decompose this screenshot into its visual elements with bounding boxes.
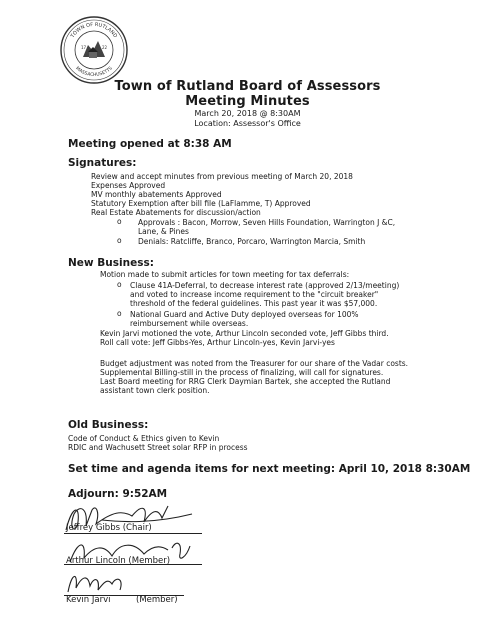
budget-line: Budget adjustment was noted from the Treasurer for our share of the Vadar costs.: [100, 359, 409, 368]
meeting-opened: Meeting opened at 8:38 AM: [68, 138, 232, 150]
title-line-1: Town of Rutland Board of Assessors: [114, 79, 381, 94]
motion-line: Kevin Jarvi motioned the vote, Arthur Lincoln seconded vote, Jeff Gibbs third.: [100, 329, 389, 338]
deferral-line: and voted to increase income requirement to the "circuit breaker": [130, 290, 379, 299]
bullet-icon: o: [117, 280, 122, 289]
signatures-line: Expenses Approved: [91, 181, 166, 190]
meeting-date: March 20, 2018 @ 8:30AM: [194, 109, 301, 118]
signatures-line: Review and accept minutes from previous meeting of March 20, 2018: [91, 172, 353, 181]
approvals-line: Lane, & Pines: [138, 227, 189, 236]
new-business-heading: New Business:: [68, 257, 154, 269]
seal-top-text: TOWN OF RUTLAND: [69, 21, 119, 40]
bullet-icon: o: [117, 217, 122, 226]
signer-jarvi-role: (Member): [136, 595, 178, 605]
denials-line: Denials: Ratcliffe, Branco, Porcaro, Warrington Marcia, Smith: [138, 237, 366, 246]
budget-line: Last Board meeting for RRG Clerk Daymian Bartek, she accepted the Rutland: [100, 377, 391, 386]
approvals-line: Approvals : Bacon, Morrow, Seven Hills Foundation, Warrington J &C,: [138, 218, 396, 227]
guard-line: reimbursement while overseas.: [130, 319, 249, 328]
budget-line: assistant town clerk position.: [100, 386, 210, 395]
signatures-line: Statutory Exemption after bill file (LaFlamme, T) Approved: [91, 199, 311, 208]
old-business-line: RDIC and Wachusett Street solar RFP in process: [68, 443, 248, 452]
budget-line: Supplemental Billing-still in the process of finalizing, will call for signatures.: [100, 368, 384, 377]
signatures-heading: Signatures:: [68, 157, 137, 169]
old-business-line: Code of Conduct & Ethics given to Kevin: [68, 434, 220, 443]
signature-line: [64, 533, 202, 534]
signature-jarvi: [64, 568, 144, 598]
deferral-line: threshold of the federal guidelines. This past year it was $57,000.: [130, 299, 378, 308]
signer-gibbs: Jeffrey Gibbs (Chair): [66, 523, 152, 533]
signatures-line: Real Estate Abatements for discussion/action: [91, 208, 261, 217]
town-seal: [59, 15, 129, 85]
guard-line: National Guard and Active Duty deployed overseas for 100%: [130, 310, 359, 319]
bullet-icon: o: [117, 309, 122, 318]
seal-bottom-text: MASSACHUSETTS: [74, 66, 114, 79]
signer-lincoln: Arthur Lincoln (Member): [66, 556, 171, 566]
signer-jarvi: Kevin Jarvi: [66, 595, 111, 605]
svg-text:MASSACHUSETTS: [74, 65, 113, 78]
meeting-location: Location: Assessor's Office: [194, 119, 301, 128]
deferral-line: Clause 41A-Deferral, to decrease interest rate (approved 2/13/meeting): [130, 281, 400, 290]
next-meeting: Set time and agenda items for next meeting: April 10, 2018 8:30AM: [68, 463, 471, 475]
adjourn: Adjourn: 9:52AM: [68, 488, 168, 500]
title-line-2: Meeting Minutes: [185, 94, 310, 109]
bullet-icon: o: [117, 236, 122, 245]
roll-call-line: Roll call vote: Jeff Gibbs-Yes, Arthur Lincoln-yes, Kevin Jarvi-yes: [100, 338, 335, 347]
signatures-line: MV monthly abatements Approved: [91, 190, 222, 199]
seal-year-right: 22: [102, 45, 108, 50]
new-business-intro: Motion made to submit articles for town meeting for tax deferrals:: [100, 270, 350, 279]
seal-year-left: 17: [81, 45, 87, 50]
old-business-heading: Old Business:: [68, 419, 149, 431]
